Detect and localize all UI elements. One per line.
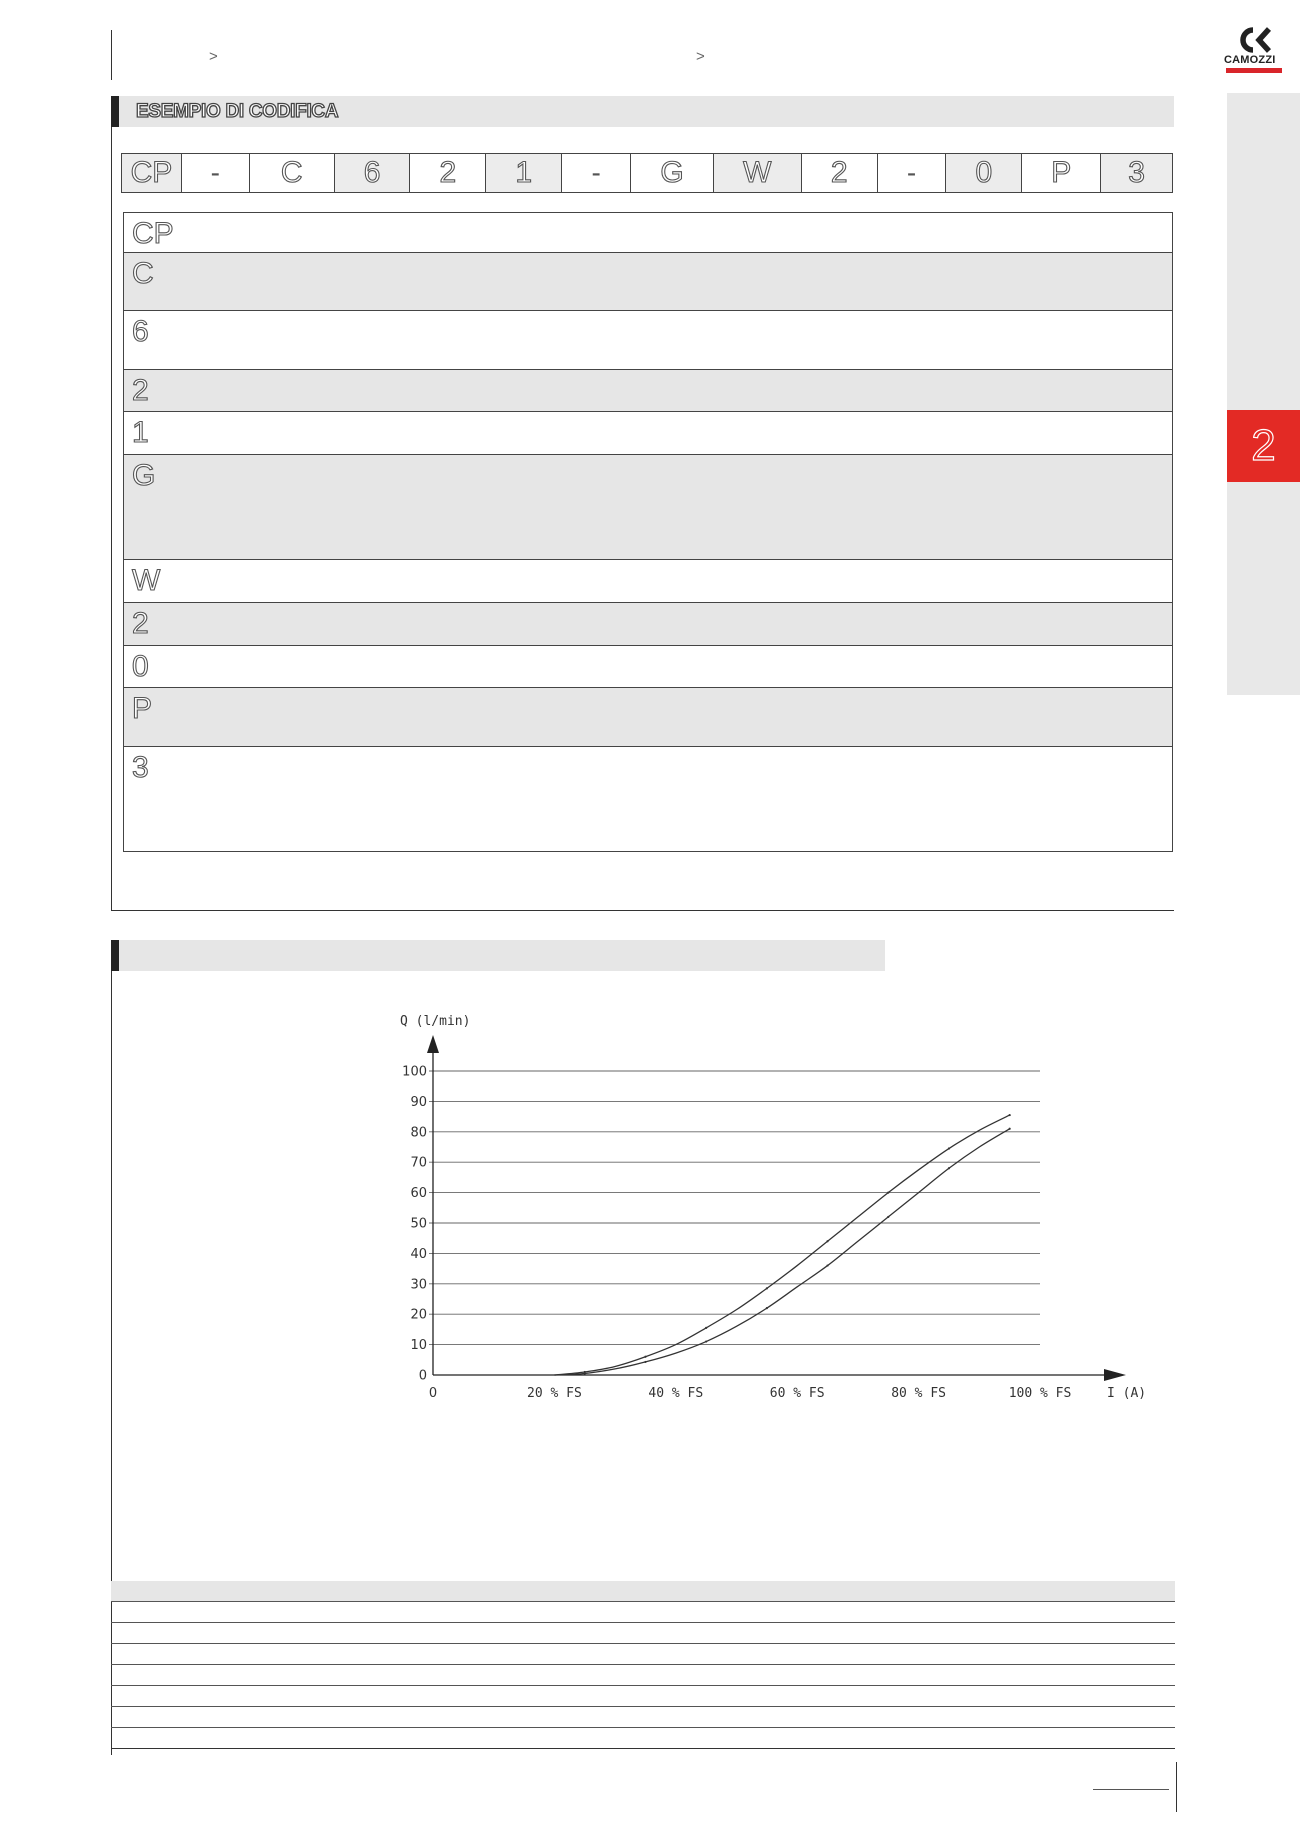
code-cell: 2 — [802, 154, 878, 192]
x-axis-label: I (A) — [1107, 1386, 1147, 1401]
table-row — [111, 1623, 1175, 1644]
legend-key: 2 — [132, 374, 149, 407]
header-divider — [111, 30, 112, 80]
series-point — [766, 1307, 768, 1309]
legend-row — [124, 253, 1172, 311]
breadcrumb-separator-1: > — [209, 48, 218, 65]
table-row — [111, 1644, 1175, 1665]
y-tick-label: 60 — [410, 1186, 427, 1202]
code-separator: - — [182, 154, 250, 192]
y-tick-label: 90 — [410, 1094, 427, 1110]
section-marker — [111, 96, 119, 127]
y-tick-label: 30 — [410, 1277, 427, 1293]
code-cell: 1 — [486, 154, 562, 192]
x-tick-label: 40 % FS — [648, 1386, 704, 1401]
legend-row — [124, 646, 1172, 688]
camozzi-logo-icon — [1238, 26, 1272, 56]
section-frame-bottom — [111, 910, 1174, 911]
x-tick-label: 80 % FS — [891, 1386, 946, 1401]
legend-key: 3 — [132, 751, 149, 784]
code-cell: P — [1022, 154, 1101, 192]
x-axis-arrow — [1104, 1369, 1126, 1381]
code-separator: - — [562, 154, 631, 192]
legend-row — [124, 603, 1172, 646]
series-point — [826, 1264, 828, 1266]
section-marker — [111, 940, 119, 971]
section-frame-left — [111, 127, 112, 911]
legend-key: W — [132, 564, 161, 597]
footer-divider — [1176, 1762, 1177, 1812]
table-row — [111, 1602, 1175, 1623]
side-tab-background — [1227, 93, 1300, 695]
code-cell: 6 — [335, 154, 411, 192]
code-cell: CP — [122, 154, 182, 192]
legend-row — [124, 455, 1172, 560]
chart-labels — [400, 1014, 1146, 1401]
series-point — [705, 1340, 707, 1342]
legend-key: 1 — [132, 416, 149, 449]
code-legend — [123, 212, 1173, 852]
table-row — [111, 1686, 1175, 1707]
y-tick-label: 0 — [418, 1368, 427, 1384]
y-tick-label: 20 — [410, 1307, 427, 1323]
y-tick-label: 100 — [402, 1064, 427, 1080]
series-point — [1009, 1128, 1011, 1130]
code-cell: 3 — [1101, 154, 1172, 192]
code-cell: G — [631, 154, 714, 192]
flow-chart — [380, 995, 1150, 1405]
series-point — [766, 1287, 768, 1289]
brand-name: CAMOZZI — [1224, 54, 1276, 66]
code-cell: 2 — [410, 154, 486, 192]
y-tick-label: 80 — [410, 1125, 427, 1141]
x-tick-label: 60 % FS — [769, 1386, 825, 1401]
y-axis-arrow — [427, 1035, 439, 1053]
x-tick-label: 20 % FS — [527, 1386, 582, 1401]
code-cell: W — [714, 154, 802, 192]
code-cell: 0 — [946, 154, 1022, 192]
legend-key: 2 — [132, 607, 149, 640]
legend-row — [124, 560, 1172, 603]
chapter-number: 2 — [1251, 421, 1276, 470]
x-tick-label: 0 — [428, 1386, 438, 1401]
series-point — [1009, 1114, 1011, 1116]
chart-axes — [427, 1035, 1126, 1381]
legend-key: 6 — [132, 315, 149, 348]
y-tick-label: 40 — [410, 1246, 427, 1262]
section-header-chart — [111, 940, 885, 971]
legend-row — [124, 370, 1172, 412]
y-tick-label: 70 — [410, 1155, 427, 1171]
code-cell: C — [250, 154, 335, 192]
legend-key: CP — [132, 217, 174, 250]
series-line-1 — [554, 1129, 1009, 1375]
table-row — [111, 1665, 1175, 1686]
series-point — [644, 1361, 646, 1363]
chart-series — [554, 1114, 1010, 1375]
brand-bar — [1226, 68, 1282, 73]
footer-line — [1093, 1789, 1169, 1790]
legend-key: P — [132, 692, 153, 725]
table-header — [111, 1581, 1175, 1602]
legend-row — [124, 747, 1172, 851]
series-point — [948, 1147, 950, 1149]
section-title-coding: ESEMPIO DI CODIFICA — [136, 101, 339, 122]
table-row — [111, 1728, 1175, 1749]
chart-gridlines — [429, 1071, 1040, 1345]
series-point — [584, 1371, 586, 1373]
y-axis-label: Q (l/min) — [400, 1014, 471, 1029]
y-tick-label: 10 — [410, 1338, 427, 1354]
series-point — [644, 1356, 646, 1358]
legend-row — [124, 311, 1172, 370]
legend-row — [124, 688, 1172, 747]
series-point — [705, 1327, 707, 1329]
legend-row — [124, 213, 1172, 253]
series-point — [887, 1192, 889, 1194]
legend-key: G — [132, 459, 156, 492]
y-tick-label: 50 — [410, 1216, 427, 1232]
legend-key: 0 — [132, 650, 149, 683]
x-tick-label: 100 % FS — [1008, 1386, 1072, 1401]
series-point — [826, 1240, 828, 1242]
legend-row — [124, 412, 1172, 455]
series-line-2 — [554, 1115, 1009, 1375]
data-table — [111, 1581, 1175, 1749]
code-example-strip — [121, 153, 1173, 193]
code-separator: - — [878, 154, 947, 192]
breadcrumb-separator-2: > — [696, 48, 705, 65]
series-point — [948, 1167, 950, 1169]
legend-key: C — [132, 257, 154, 290]
series-point — [887, 1216, 889, 1218]
table-row — [111, 1707, 1175, 1728]
